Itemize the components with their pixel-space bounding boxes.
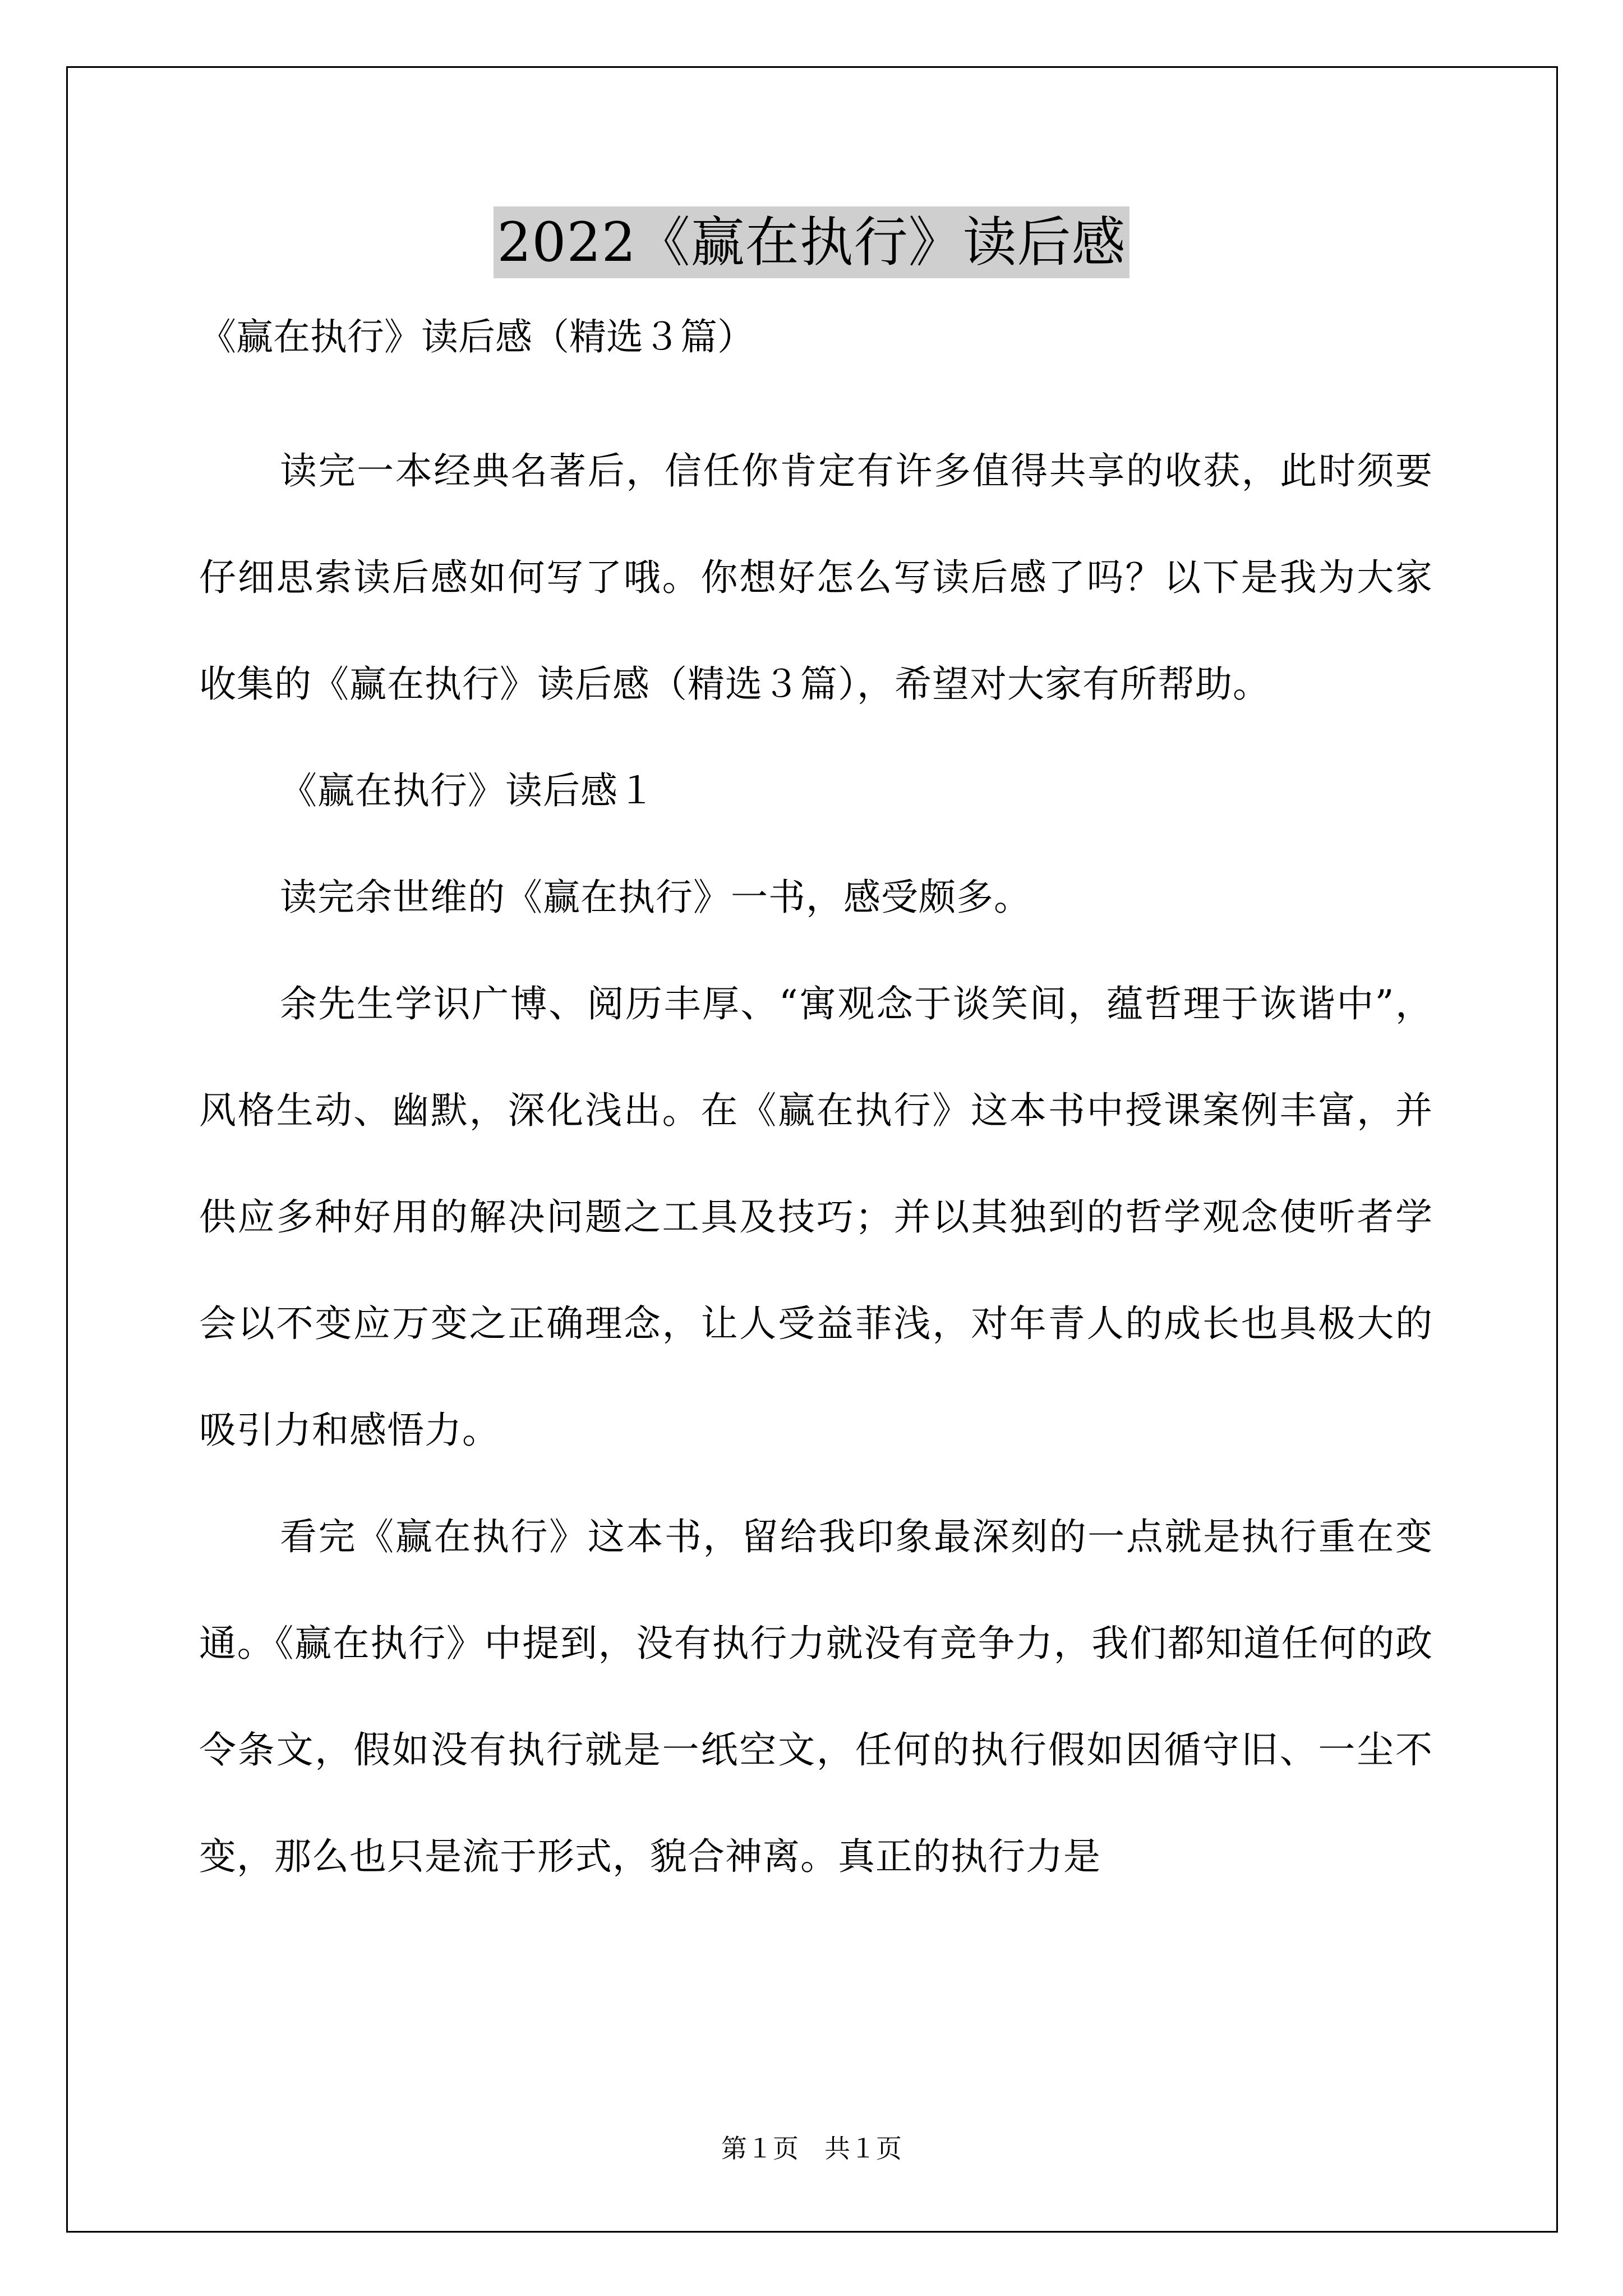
page-footer: 第１页 共１页 <box>721 2133 902 2164</box>
document-body <box>199 311 1433 1910</box>
paragraph: 读完余世维的《赢在执行》一书，感受颇多。 <box>280 876 1031 919</box>
paragraph: 余先生学识广博、阅历丰厚、“寓观念于谈笑间，蕴哲理于诙谐中”，风格生动、幽默，深化浅出。在《赢在执行》这本书中授课案例丰富，并供应多种好用的解决问题之工具及技巧；并以其独到的哲学观念使听者学会以不变应万变之正确理念，让人受益菲浅，对年青人的成长也具极大的吸引力和感悟力。 <box>199 982 1433 1452</box>
section-heading: 《赢在执行》读后感１ <box>280 769 656 812</box>
paragraph: 看完《赢在执行》这本书，留给我印象最深刻的一点就是执行重在变通。《赢在执行》中提到，没有执行力就没有竞争力，我们都知道任何的政令条文，假如没有执行就是一纸空文，任何的执行假如因循守旧、一尘不变，那么也只是流于形式，貌合神离。真正的执行力是 <box>199 1515 1433 1878</box>
title-container <box>0 206 1623 278</box>
document-subtitle: 《赢在执行》读后感（精选３篇） <box>199 315 754 358</box>
document-title: 2022《赢在执行》读后感 <box>494 206 1129 278</box>
paragraph-intro: 读完一本经典名著后，信任你肯定有许多值得共享的收获，此时须要仔细思索读后感如何写了哦。你想好怎么写读后感了吗？以下是我为大家收集的《赢在执行》读后感（精选３篇），希望对大家有所帮助。 <box>199 449 1433 706</box>
